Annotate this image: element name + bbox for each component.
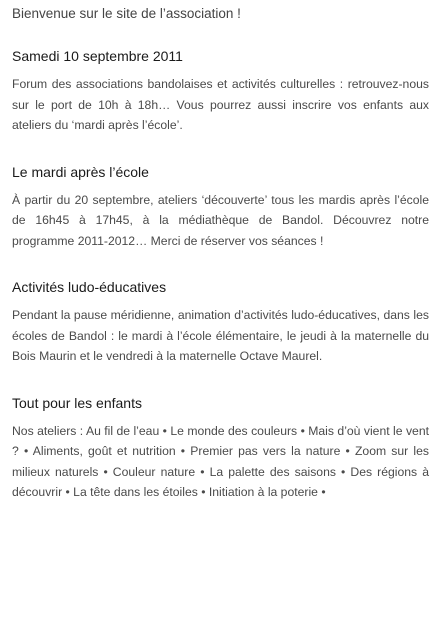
section-body: À partir du 20 septembre, ateliers ‘découverte’ tous les mardis après l’école de 16h45 à 17h45, à la médiathèque de Bandol. Découvrez notre programme 2011-2012… Merci de réserver vos séances ! <box>12 192 429 248</box>
welcome-text: Bienvenue sur le site de l’association ! <box>12 6 241 21</box>
section-title: Activités ludo-éducatives <box>12 279 167 295</box>
section-forum <box>12 46 429 136</box>
section-body: Forum des associations bandolaises et activités culturelles : retrouvez-nous sur le port de 10h à 18h… Vous pourrez aussi inscrire vos enfants aux ateliers du ‘mardi après l’école’. <box>12 77 429 132</box>
section-title: Tout pour les enfants <box>12 394 142 411</box>
section-ludo <box>12 277 429 367</box>
section-body: Pendant la pause méridienne, animation d’activités ludo-éducatives, dans les écoles de Bandol : le mardi à l’école élémentaire, le jeudi à la maternelle du Bois Maurin et le vendredi à la maternelle Octave Maurel. <box>12 308 429 363</box>
section-enfants <box>12 393 429 503</box>
section-title: Samedi 10 septembre 2011 <box>12 48 183 64</box>
section-body: Nos ateliers : Au fil de l’eau • Le monde des couleurs • Mais d’où vient le vent ? • Aliments, goût et nutrition • Premier pas vers la nature • Zoom sur les milieux naturels • Couleur nature • La palette des saisons • Des régions à découvrir • La tête dans les étoiles • Initiation à la poterie • <box>12 423 429 499</box>
section-title: Le mardi après l’école <box>12 163 149 180</box>
section-mardi <box>12 162 429 252</box>
